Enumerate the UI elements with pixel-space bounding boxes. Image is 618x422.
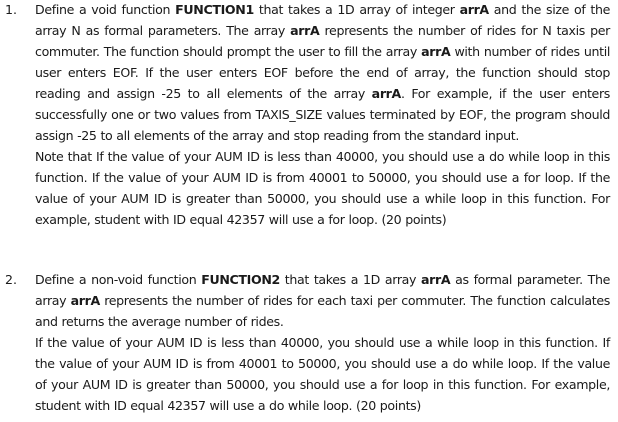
q1-text-4: represents the number of rides for N taxis per commuter. The function should prompt the user to fill the array [35, 23, 610, 59]
question-2-description [35, 269, 610, 332]
q1-text-1: Define a void function [35, 2, 176, 17]
q2-text-2: that takes a 1D array [279, 272, 421, 287]
q1-text-2: that takes a 1D array of integer [253, 2, 460, 17]
q2-text-4: represents the number of rides for each taxi per commuter. The function calculates and returns the average number of rides. [35, 293, 611, 329]
q1-array-name-3: arrA [421, 44, 451, 59]
q1-text-5: with number of rides until user enters EOF. If the user enters EOF before the end of array, the function should stop reading and assign -25 to all elements of the array [35, 44, 610, 101]
q1-function-name: FUNCTION1 [175, 2, 254, 17]
q1-text-6: . For example, if the user enters successfully one or two values from TAXIS_SIZE values terminated by EOF, the program should assign -25 to all elements of the array and stop reading from the standard input. [35, 86, 610, 143]
q1-text-3: and the size of the array N as formal parameters. The array [35, 2, 610, 38]
q2-text-1: Define a non-void function [35, 272, 202, 287]
q2-function-name: FUNCTION2 [201, 272, 280, 287]
question-2-note: If the value of your AUM ID is less than 40000, you should use a while loop in this function. If the value of your AUM ID is from 40001 to 50000, you should use a do while loop. If the value of your AUM ID is greater than 50000, you should use a for loop in this function. For example, student with ID equal 42357 will use a do while loop. (20 points) [35, 335, 610, 413]
q2-array-name-1: arrA [420, 272, 451, 287]
q2-array-name-2: arrA [70, 293, 100, 308]
q1-array-name-1: arrA [459, 2, 489, 17]
q2-text-3: as formal parameter. The array [35, 272, 610, 308]
question-1-description [35, 0, 610, 146]
question-1-note: Note that If the value of your AUM ID is less than 40000, you should use a do while loop in this function. If the value of your AUM ID is from 40001 to 50000, you should use a for loop. If the value of your AUM ID is greater than 50000, you should use a while loop in this function. For example, student with ID equal 42357 will use a for loop. (20 points) [35, 149, 610, 227]
question-1-body [35, 0, 610, 230]
q1-array-name-4: arrA [371, 86, 401, 101]
q1-array-name-2: arrA [290, 23, 320, 38]
question-1-number: 1. [5, 2, 18, 17]
question-2-body [35, 269, 610, 416]
question-2-number: 2. [5, 272, 18, 287]
